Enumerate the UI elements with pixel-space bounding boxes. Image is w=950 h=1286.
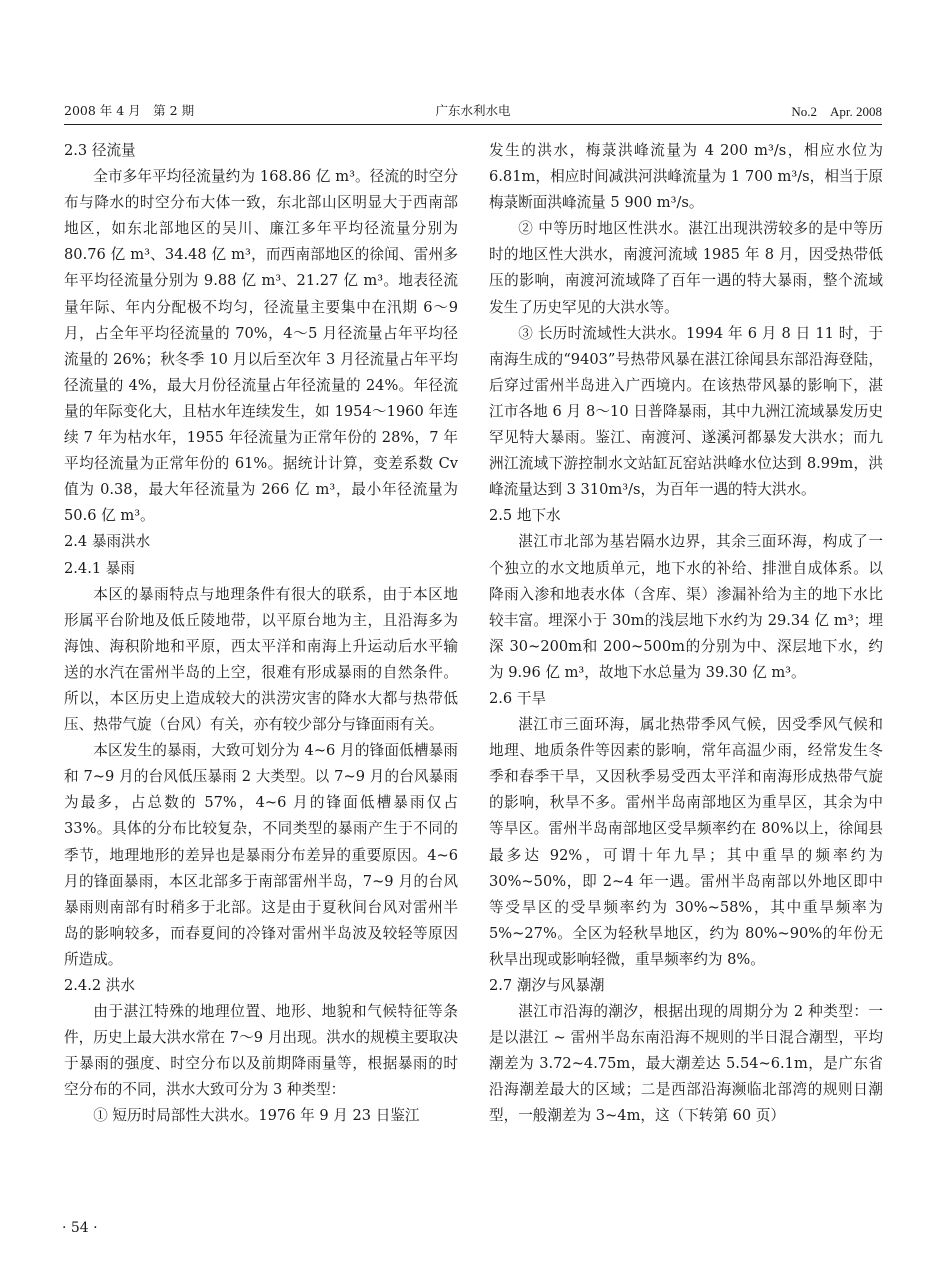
page-number: · 54 · xyxy=(62,1220,98,1236)
section-heading: 2.4 暴雨洪水 xyxy=(64,533,151,551)
paragraph: 本区发生的暴雨，大致可划分为 4~6 月的锋面低槽暴雨和 7~9 月的台风低压暴雨 2 大类型。以 7~9 月的台风暴雨为最多，占总数的 57%，4~6 月的锋面低槽暴雨仅占 33%。具体的分布比较复杂，不同类型的暴雨产生于不同的季节，地理地形的差异也是暴雨分布差异的重要原因。4~6 月的锋面暴雨，本区北部多于南部雷州半岛，7~9 月的台风暴雨则南部有时稍多于北部。这是由于夏秋间台风对雷州半岛的影响较多，而春夏间的冷锋对雷州半岛波及较轻等原因所造成。 xyxy=(64,742,458,968)
paragraph: 本区的暴雨特点与地理条件有很大的联系，由于本区地形属平台阶地及低丘陵地带，以平原台地为主，且沿海多为海蚀、海积阶地和平原，西太平洋和南海上升运动后水平输送的水汽在雷州半岛的上空，很难有形成暴雨的自然条件。所以，本区历史上造成较大的洪涝灾害的降水大都与热带低压、热带气旋（台风）有关，亦有较少部分与锋面雨有关。 xyxy=(64,585,458,734)
paragraph-continued: 发生的洪水，梅菉洪峰流量为 4 200 m³/s，相应水位为 6.81m，相应时间减洪河洪峰流量为 1 700 m³/s，相当于原梅菉断面洪峰流量 5 900 m³/s。 xyxy=(489,142,883,212)
right-column xyxy=(489,138,883,1130)
paragraph: 湛江市沿海的潮汐，根据出现的周期分为 2 种类型：一是以湛江 ~ 雷州半岛东南沿海不规则的半日混合潮型，平均潮差为 3.72~4.75m，最大潮差达 5.54~6.1m，是广东省沿海潮差最大的区域；二是西部沿海濒临北部湾的规则日潮型，一般潮差为 3~4m，这（下转第 60 页） xyxy=(489,1003,883,1125)
paragraph: ② 中等历时地区性洪水。湛江出现洪涝较多的是中等历时的地区性大洪水，南渡河流域 1985 年 8 月，因受热带低压的影响，南渡河流域降了百年一遇的特大暴雨，整个流域发生了历史罕见的大洪水等。 xyxy=(489,220,883,316)
paragraph: 湛江市北部为基岩隔水边界，其余三面环海，构成了一个独立的水文地质单元，地下水的补给、排泄自成体系。以降雨入渗和地表水体（含库、渠）渗漏补给为主的地下水比较丰富。埋深小于 30m的浅层地下水约为 29.34 亿 m³；埋深 30~200m和 200~500m的分别为中、深层地下水，约为 9.96 亿 m³，故地下水总量为 39.30 亿 m³。 xyxy=(489,533,883,681)
section-heading: 2.4.2 洪水 xyxy=(64,977,135,994)
section-heading: 2.6 干旱 xyxy=(489,689,547,707)
running-header xyxy=(64,101,882,121)
paragraph: 由于湛江特殊的地理位置、地形、地貌和气候特征等条件，历史上最大洪水常在 7～9 月出现。洪水的规模主要取决于暴雨的强度、时空分布以及前期降雨量等，根据暴雨的时空分布的不同，洪水大致可分为 3 种类型： xyxy=(64,1003,458,1099)
header-journal-title: 广东水利水电 xyxy=(435,103,511,118)
left-column xyxy=(64,138,458,1130)
header-issue: 2008 年 4 月 第 2 期 xyxy=(64,103,195,118)
paragraph: ③ 长历时流域性大洪水。1994 年 6 月 8 日 11 时，于南海生成的“9403”号热带风暴在湛江徐闻县东部沿海登陆，后穿过雷州半岛进入广西境内。在该热带风暴的影响下，湛江市各地 6 月 8～10 日普降暴雨，其中九洲江流域暴发历史罕见特大暴雨。鉴江、南渡河、遂溪河都暴发大洪水；而九洲江流域下游控制水文站缸瓦窑站洪峰水位达到 8.99m，洪峰流量达到 3 310m³/s，为百年一遇的特大洪水。 xyxy=(489,324,883,499)
header-issue-english: No.2 Apr. 2008 xyxy=(791,104,882,119)
section-heading: 2.7 潮汐与风暴潮 xyxy=(489,977,605,994)
section-heading: 2.5 地下水 xyxy=(489,507,561,525)
section-heading: 2.3 径流量 xyxy=(64,142,136,159)
paragraph: 湛江市三面环海，属北热带季风气候，因受季风气候和地理、地质条件等因素的影响，常年高温少雨，经常发生冬季和春季干旱，又因秋季易受西太平洋和南海形成热带气旋的影响，秋旱不多。雷州半岛南部地区为重旱区，其余为中等旱区。雷州半岛南部地区受旱频率约在 80%以上，徐闻县最多达 92%，可谓十年九旱；其中重旱的频率约为 30%~50%，即 2~4 年一遇。雷州半岛南部以外地区即中等受旱区的受旱频率约为 30%~58%，其中重旱频率为 5%~27%。全区为轻秋旱地区，约为 80%~90%的年份无秋旱出现或影响轻微，重旱频率约为 8%。 xyxy=(489,716,883,968)
paragraph: ① 短历时局部性大洪水。1976 年 9 月 23 日鉴江 xyxy=(93,1107,420,1125)
header-rule xyxy=(64,124,882,125)
paragraph: 全市多年平均径流量约为 168.86 亿 m³。径流的时空分布与降水的时空分布大体一致，东北部山区明显大于西南部地区，如东北部地区的吴川、廉江多年平均径流量分别为 80.76 亿 m³、34.48 亿 m³，而西南部地区的徐闻、雷州多年平均径流量分别为 9.88 亿 m³、21.27 亿 m³。地表径流量年际、年内分配极不均匀，径流量主要集中在汛期 6～9 月，占全年平均径流量的 70%，4～5 月径流量占年平均径流量的 26%；秋冬季 10 月以后至次年 3 月径流量占年平均径流量的 4%，最大月份径流量占年径流量的 24%。年径流量的年际变化大，且枯水年连续发生，如 1954～1960 年连续 7 年为枯水年，1955 年径流量为正常年份的 28%，7 年平均径流量为正常年份的 61%。据统计计算，变差系数 Cv 值为 0.38，最大年径流量为 266 亿 m³，最小年径流量为 50.6 亿 m³。 xyxy=(64,168,458,525)
section-heading: 2.4.1 暴雨 xyxy=(64,559,135,577)
